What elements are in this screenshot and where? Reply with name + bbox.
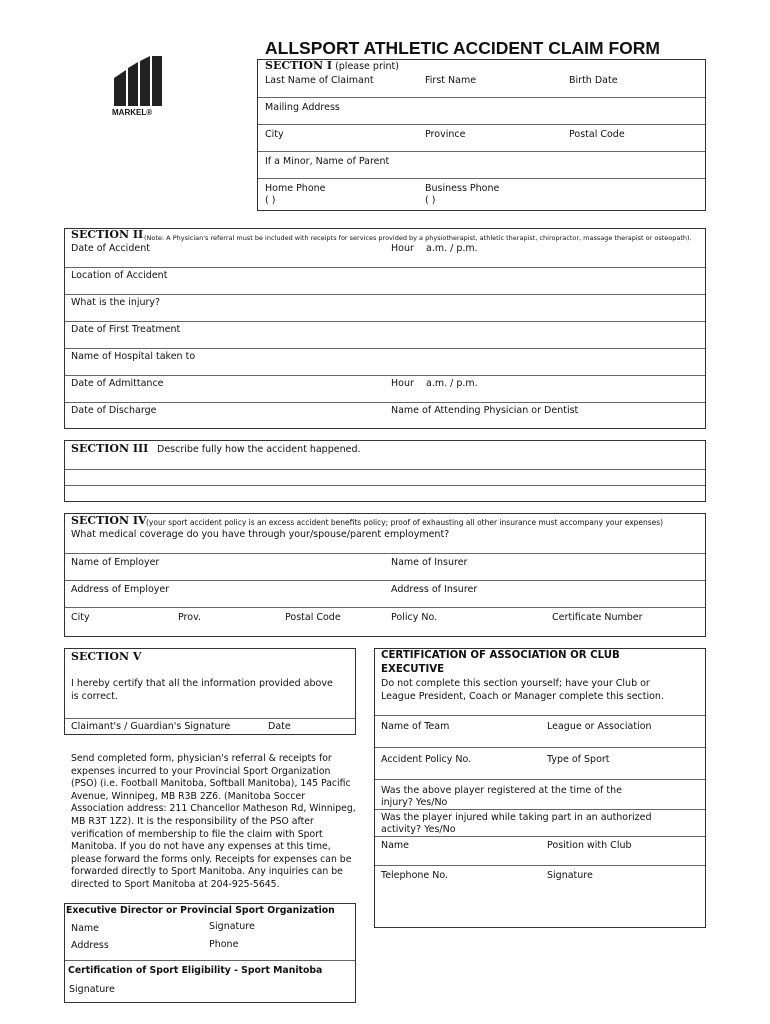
coverage-question: What medical coverage do you have through your/spouse/parent employment?: [71, 529, 450, 540]
markel-logo: [112, 56, 164, 120]
instructions-line: Avenue, Winnipeg, MB R3B 2Z6. (Manitoba Soccer: [71, 790, 306, 802]
form-title: ALLSPORT ATHLETIC ACCIDENT CLAIM FORM: [265, 38, 661, 58]
section-5-heading: SECTION V: [71, 650, 142, 663]
injured-question-1: Was the player injured while taking part in an authorized: [381, 812, 652, 823]
province-field[interactable]: Province: [425, 129, 466, 140]
instructions-paragraph: [71, 753, 361, 892]
claimant-signature-field[interactable]: Claimant's / Guardian's Signature: [71, 721, 231, 732]
club-position-field[interactable]: Position with Club: [547, 840, 632, 851]
insurer-name-field[interactable]: Name of Insurer: [391, 557, 468, 568]
instructions-line: MB R3T 1Z2). It is the responsibility of the PSO after: [71, 815, 314, 827]
section-2-note: (Note: A Physician's referral must be included with receipts for services provided by a physiotherapist, athletic therapist, chiropractor, massage therapist or osteopath).: [144, 234, 692, 242]
certify-line-1: I hereby certify that all the information provided above: [71, 678, 333, 689]
section-1-heading: SECTION I (please print): [265, 59, 399, 72]
executive-phone-field[interactable]: Phone: [209, 939, 239, 950]
employer-address-field[interactable]: Address of Employer: [71, 584, 170, 595]
discharge-field[interactable]: Date of Discharge: [71, 405, 157, 416]
home-phone-paren: ( ): [265, 195, 276, 206]
first-treatment-field[interactable]: Date of First Treatment: [71, 324, 181, 335]
birth-date-field[interactable]: Birth Date: [569, 75, 618, 86]
executive-signature-field[interactable]: Signature: [209, 921, 255, 932]
certification-heading-2: EXECUTIVE: [381, 664, 445, 675]
instructions-line: Association address: 211 Chancellor Matheson Rd, Winnipeg,: [71, 803, 356, 815]
date-of-accident-field[interactable]: Date of Accident: [71, 243, 150, 254]
hospital-field[interactable]: Name of Hospital taken to: [71, 351, 196, 362]
registered-question-2[interactable]: injury? Yes/No: [381, 797, 448, 808]
instructions-line: directed to Sport Manitoba at 204-925-5645.: [71, 878, 280, 890]
employer-prov-field[interactable]: Prov.: [178, 612, 201, 623]
injury-field[interactable]: What is the injury?: [71, 297, 161, 308]
section-4-note: (your sport accident policy is an excess accident benefits policy; proof of exhausting all other insurance must accompany your expenses): [146, 518, 664, 527]
employer-city-field[interactable]: City: [71, 612, 90, 623]
admittance-field[interactable]: Date of Admittance: [71, 378, 164, 389]
executive-name-field[interactable]: Name: [71, 923, 100, 934]
certify-line-2: is correct.: [71, 691, 118, 702]
minor-parent-field[interactable]: If a Minor, Name of Parent: [265, 156, 390, 167]
physician-field[interactable]: Name of Attending Physician or Dentist: [391, 405, 579, 416]
location-field[interactable]: Location of Accident: [71, 270, 168, 281]
league-field[interactable]: League or Association: [547, 721, 652, 732]
claimant-date-field[interactable]: Date: [268, 721, 291, 732]
sport-eligibility-signature-field[interactable]: Signature: [69, 984, 115, 995]
sport-eligibility-heading: Certification of Sport Eligibility - Sport Manitoba: [68, 965, 323, 976]
admittance-ampm: a.m. / p.m.: [426, 378, 478, 389]
last-name-field[interactable]: Last Name of Claimant: [265, 75, 374, 86]
section-3-heading: SECTION III: [71, 442, 149, 455]
first-name-field[interactable]: First Name: [425, 75, 477, 86]
certificate-number-field[interactable]: Certificate Number: [552, 612, 643, 623]
section-3-desc: Describe fully how the accident happened.: [157, 444, 361, 455]
instructions-line: Manitoba. If you do not have any expenses at this time,: [71, 841, 331, 853]
instructions-line: expenses incurred to your Provincial Sport Organization: [71, 765, 331, 777]
business-phone-paren: ( ): [425, 195, 436, 206]
employer-name-field[interactable]: Name of Employer: [71, 557, 160, 568]
certification-note-1: Do not complete this section yourself; have your Club or: [381, 678, 650, 689]
postal-code-field[interactable]: Postal Code: [569, 129, 625, 140]
club-telephone-field[interactable]: Telephone No.: [381, 870, 449, 881]
accident-hour-field[interactable]: Hour: [391, 243, 414, 254]
team-name-field[interactable]: Name of Team: [381, 721, 450, 732]
employer-postal-field[interactable]: Postal Code: [285, 612, 341, 623]
markel-logo-icon: [112, 56, 164, 106]
home-phone-field[interactable]: Home Phone: [265, 183, 326, 194]
injured-question-2[interactable]: activity? Yes/No: [381, 824, 456, 835]
certification-note-2: League President, Coach or Manager complete this section.: [381, 691, 664, 702]
club-signature-field[interactable]: Signature: [547, 870, 593, 881]
logo-wordmark: MARKEL®: [112, 108, 153, 117]
mailing-address-field[interactable]: Mailing Address: [265, 102, 340, 113]
business-phone-field[interactable]: Business Phone: [425, 183, 500, 194]
executive-heading: Executive Director or Provincial Sport Organization: [66, 905, 335, 916]
executive-address-field[interactable]: Address: [71, 940, 109, 951]
city-field[interactable]: City: [265, 129, 284, 140]
policy-no-field[interactable]: Policy No.: [391, 612, 438, 623]
sport-type-field[interactable]: Type of Sport: [547, 754, 610, 765]
accident-ampm: a.m. / p.m.: [426, 243, 478, 254]
section-2-heading: SECTION II: [71, 228, 144, 241]
instructions-line: please forward the forms only. Receipts for expenses can be: [71, 853, 352, 865]
registered-question-1: Was the above player registered at the time of the: [381, 785, 622, 796]
instructions-line: verification of membership to file the claim with Sport: [71, 828, 323, 840]
instructions-line: forwarded directly to Sport Manitoba. Any inquiries can be: [71, 866, 343, 878]
certification-heading-1: CERTIFICATION OF ASSOCIATION OR CLUB: [381, 650, 620, 661]
instructions-line: (PSO) (i.e. Football Manitoba, Softball Manitoba), 145 Pacific: [71, 778, 351, 790]
admittance-hour-field[interactable]: Hour: [391, 378, 414, 389]
club-contact-name-field[interactable]: Name: [381, 840, 410, 851]
accident-policy-field[interactable]: Accident Policy No.: [381, 754, 472, 765]
instructions-line: Send completed form, physician's referral & receipts for: [71, 753, 332, 764]
section-4-heading: SECTION IV: [71, 514, 147, 527]
insurer-address-field[interactable]: Address of Insurer: [391, 584, 478, 595]
